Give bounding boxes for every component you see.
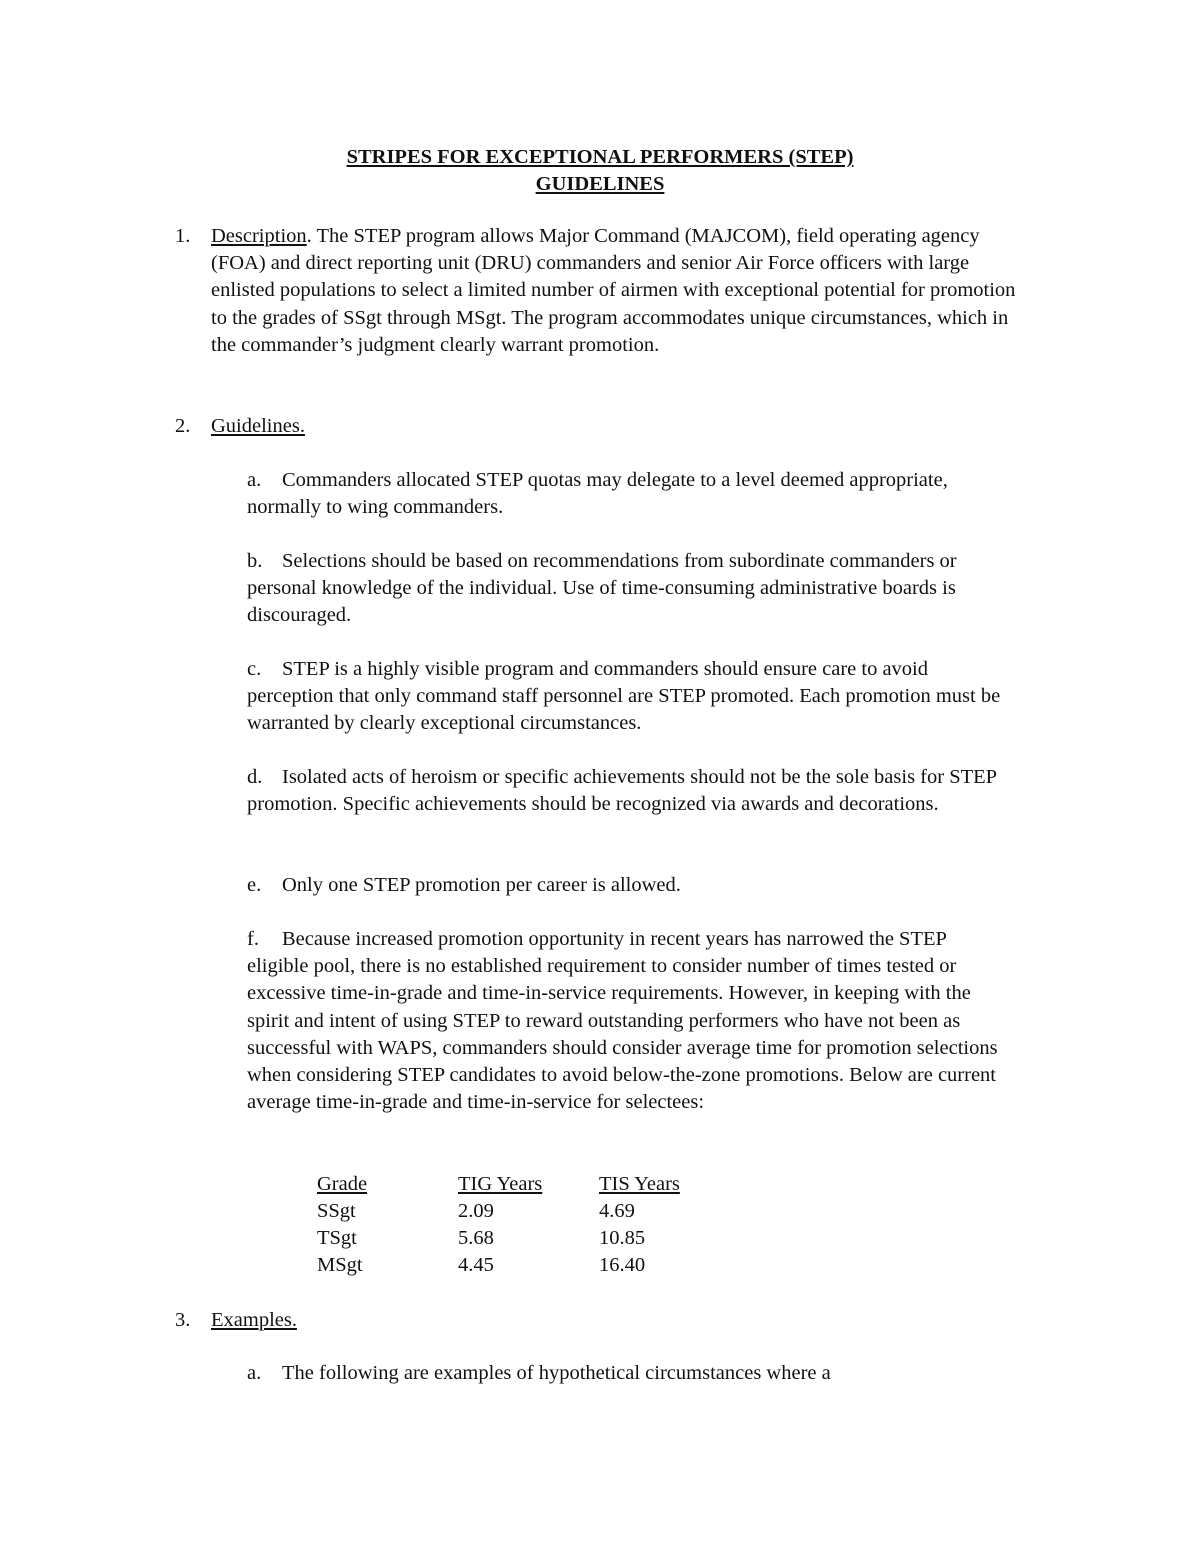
guideline-item-f-text: Because increased promotion opportunity in recent years has narrowed the STEP eligible pool, there is no established requirement to consider number of times tested or excessive time-in-grade and time-in-service requirements. However, in keeping with the spirit and intent of using STEP to reward outstanding performers who have not been as successful with WAPS, commanders should consider average time for promotion selections when considering STEP candidates to avoid below-the-zone promotions. Below are current average time-in-grade and time-in-service for selectees: bbox=[247, 928, 998, 1114]
table-cell-tis: 4.69 bbox=[599, 1200, 635, 1222]
table-cell-tis: 10.85 bbox=[599, 1227, 646, 1249]
table-cell-grade: MSgt bbox=[317, 1254, 363, 1276]
guideline-item-a bbox=[247, 467, 1007, 521]
guideline-item-c bbox=[247, 656, 1007, 738]
guideline-item-f-letter: f. bbox=[247, 928, 259, 950]
table-cell-tig: 4.45 bbox=[458, 1254, 494, 1276]
guideline-item-a-letter: a. bbox=[247, 469, 262, 491]
section-2-heading: Guidelines. bbox=[211, 415, 305, 437]
guideline-item-d-text: Isolated acts of heroism or specific achievements should not be the sole basis for STEP promotion. Specific achievements should be recognized via awards and decorations. bbox=[247, 766, 997, 816]
guideline-item-d bbox=[247, 764, 1007, 818]
table-header-grade: Grade bbox=[317, 1173, 368, 1195]
example-item-a-letter: a. bbox=[247, 1362, 262, 1384]
section-2-number: 2. bbox=[175, 415, 191, 437]
section-1-heading: Description bbox=[211, 225, 307, 247]
guideline-item-a-text: Commanders allocated STEP quotas may delegate to a level deemed appropriate, normally to wing commanders. bbox=[247, 469, 948, 519]
table-row bbox=[317, 1198, 749, 1225]
guideline-item-e-text: Only one STEP promotion per career is allowed. bbox=[282, 874, 681, 896]
guideline-item-f bbox=[247, 926, 1007, 1116]
guideline-item-c-text: STEP is a highly visible program and commanders should ensure care to avoid perception that only command staff personnel are STEP promoted. Each promotion must be warranted by clearly exceptional circumstances. bbox=[247, 658, 1001, 735]
time-in-grade-table bbox=[317, 1171, 749, 1279]
table-cell-tig: 5.68 bbox=[458, 1227, 494, 1249]
section-3-heading: Examples. bbox=[211, 1309, 297, 1331]
table-cell-grade: TSgt bbox=[317, 1227, 357, 1249]
guideline-item-b-text: Selections should be based on recommendations from subordinate commanders or personal knowledge of the individual. Use of time-consuming administrative boards is discouraged. bbox=[247, 550, 957, 627]
table-cell-grade: SSgt bbox=[317, 1200, 356, 1222]
guideline-item-e bbox=[247, 872, 1007, 899]
section-1-paragraph bbox=[211, 223, 1031, 359]
guideline-item-b bbox=[247, 548, 1007, 630]
table-row bbox=[317, 1225, 749, 1252]
section-1-number: 1. bbox=[175, 225, 191, 247]
section-3-number: 3. bbox=[175, 1309, 191, 1331]
guideline-item-b-letter: b. bbox=[247, 550, 263, 572]
table-header-row bbox=[317, 1171, 749, 1198]
section-1-text: . The STEP program allows Major Command (MAJCOM), field operating agency (FOA) and direct reporting unit (DRU) commanders and senior Air Force officers with large enlisted populations to select a limited number of airmen with exceptional potential for promotion to the grades of SSgt through MSgt. The program accommodates unique circumstances, which in the commander’s judgment clearly warrant promotion. bbox=[211, 225, 1016, 356]
table-header-tig: TIG Years bbox=[458, 1173, 543, 1195]
example-item-a-text: The following are examples of hypothetical circumstances where a bbox=[282, 1362, 831, 1384]
guideline-item-c-letter: c. bbox=[247, 658, 262, 680]
document-title-line-1: STRIPES FOR EXCEPTIONAL PERFORMERS (STEP) bbox=[346, 146, 854, 168]
document-title-line-2: GUIDELINES bbox=[535, 173, 665, 195]
table-cell-tig: 2.09 bbox=[458, 1200, 494, 1222]
example-item-a bbox=[247, 1360, 1007, 1387]
table-header-tis: TIS Years bbox=[599, 1173, 680, 1195]
table-cell-tis: 16.40 bbox=[599, 1254, 646, 1276]
guideline-item-e-letter: e. bbox=[247, 874, 262, 896]
table-row bbox=[317, 1252, 749, 1279]
guideline-item-d-letter: d. bbox=[247, 766, 263, 788]
